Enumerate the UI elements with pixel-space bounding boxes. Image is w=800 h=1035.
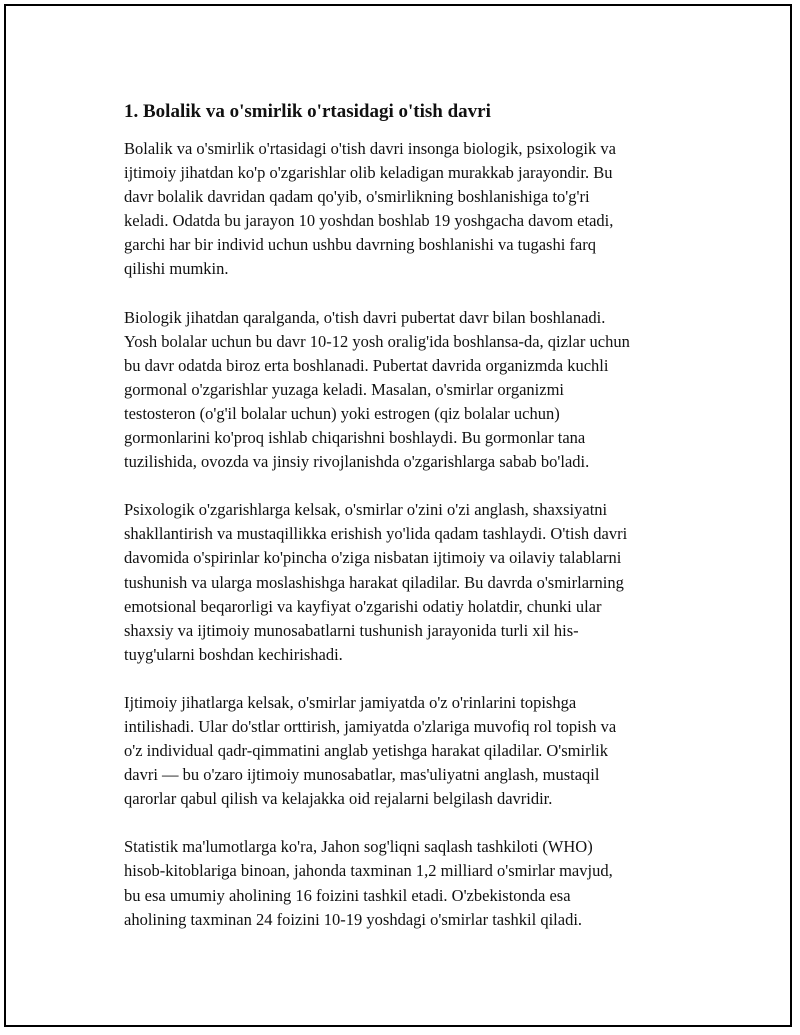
paragraph-line: Ijtimoiy jihatlarga kelsak, o'smirlar jamiyatda o'z o'rinlarini topishga bbox=[124, 692, 577, 712]
section-heading: 1. Bolalik va o'smirlik o'rtasidagi o'tish davri bbox=[124, 101, 491, 122]
paragraph-line: intilishadi. Ular do'stlar orttirish, jamiyatda o'zlariga muvofiq rol topish va bbox=[124, 716, 617, 736]
paragraph-line: keladi. Odatda bu jarayon 10 yoshdan boshlab 19 yoshgacha davom etadi, bbox=[124, 211, 614, 231]
paragraph-line: davri — bu o'zaro ijtimoiy munosabatlar, mas'uliyatni anglash, mustaqil bbox=[124, 765, 600, 785]
paragraph bbox=[124, 691, 684, 811]
paragraph-line: gormonlarini ko'proq ishlab chiqarishni boshlaydi. Bu gormonlar tana bbox=[124, 428, 586, 448]
paragraph-line: emotsional beqarorligi va kayfiyat o'zgarishi odatiy holatdir, chunki ular bbox=[124, 596, 602, 616]
paragraph bbox=[124, 306, 684, 475]
paragraph-line: Statistik ma'lumotlarga ko'ra, Jahon sog'liqni saqlash tashkiloti (WHO) bbox=[124, 837, 593, 857]
paragraph-list bbox=[124, 137, 684, 932]
paragraph-line: Yosh bolalar uchun bu davr 10-12 yosh oralig'ida boshlansa-da, qizlar uchun bbox=[124, 331, 630, 351]
paragraph-line: davomida o'spirinlar ko'pincha o'ziga nisbatan ijtimoiy va oilaviy talablarni bbox=[124, 548, 622, 568]
paragraph-line: Psixologik o'zgarishlarga kelsak, o'smirlar o'zini o'zi anglash, shaxsiyatni bbox=[124, 500, 608, 520]
paragraph bbox=[124, 137, 684, 282]
document-body bbox=[124, 99, 684, 956]
paragraph-line: tuzilishida, ovozda va jinsiy rivojlanishda o'zgarishlarga sabab bo'ladi. bbox=[124, 452, 590, 472]
page-frame bbox=[4, 4, 792, 1027]
paragraph-line: hisob-kitoblariga binoan, jahonda taxminan 1,2 milliard o'smirlar mavjud, bbox=[124, 861, 613, 881]
paragraph-line: shakllantirish va mustaqillikka erishish yo'lida qadam tashlaydi. O'tish davri bbox=[124, 524, 628, 544]
paragraph-line: garchi har bir individ uchun ushbu davrning boshlanishi va tugashi farq bbox=[124, 235, 596, 255]
paragraph-line: shaxsiy va ijtimoiy munosabatlarni tushunish jarayonida turli xil his- bbox=[124, 620, 579, 640]
paragraph-line: Biologik jihatdan qaralganda, o'tish davri pubertat davr bilan boshlanadi. bbox=[124, 307, 606, 327]
paragraph-line: bu esa umumiy aholining 16 foizini tashkil etadi. O'zbekistonda esa bbox=[124, 885, 571, 905]
paragraph-line: Bolalik va o'smirlik o'rtasidagi o'tish davri insonga biologik, psixologik va bbox=[124, 139, 616, 158]
paragraph-line: testosteron (o'g'il bolalar uchun) yoki estrogen (qiz bolalar uchun) bbox=[124, 403, 560, 423]
paragraph-line: tuyg'ularni boshdan kechirishadi. bbox=[124, 644, 343, 664]
paragraph bbox=[124, 498, 684, 667]
paragraph-line: davr bolalik davridan qadam qo'yib, o'smirlikning boshlanishiga to'g'ri bbox=[124, 187, 590, 207]
paragraph-line: qarorlar qabul qilish va kelajakka oid rejalarni belgilash davridir. bbox=[124, 789, 553, 809]
paragraph-line: qilishi mumkin. bbox=[124, 259, 229, 279]
paragraph-line: tushunish va ularga moslashishga harakat qiladilar. Bu davrda o'smirlarning bbox=[124, 572, 624, 592]
paragraph bbox=[124, 835, 684, 931]
paragraph-line: ijtimoiy jihatdan ko'p o'zgarishlar olib keladigan murakkab jarayondir. Bu bbox=[124, 163, 613, 183]
paragraph-line: aholining taxminan 24 foizini 10-19 yoshdagi o'smirlar tashkil qiladi. bbox=[124, 909, 583, 929]
paragraph-line: gormonal o'zgarishlar yuzaga keladi. Masalan, o'smirlar organizmi bbox=[124, 379, 564, 399]
paragraph-line: bu davr odatda biroz erta boshlanadi. Pubertat davrida organizmda kuchli bbox=[124, 355, 609, 375]
paragraph-line: o'z individual qadr-qimmatini anglab yetishga harakat qiladilar. O'smirlik bbox=[124, 741, 608, 761]
